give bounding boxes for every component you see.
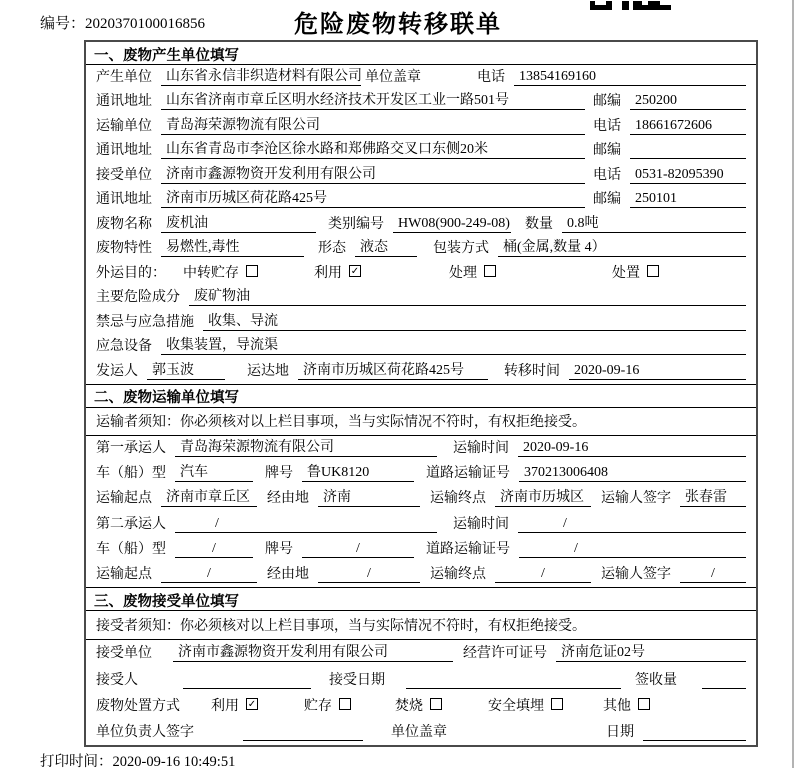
row-emergency-equipment: [86, 335, 756, 360]
waste-name-field: 废机油: [161, 212, 316, 233]
origin-label: 运输起点: [96, 567, 152, 583]
sign-qty-field: [702, 673, 746, 689]
carrier1-field: 青岛海荣源物流有限公司: [175, 436, 437, 457]
disposal-option-incinerate: [395, 695, 442, 715]
pack-field: 桶(金属,数量 4）: [498, 236, 746, 257]
unit-seal-label: 单位盖章: [391, 725, 447, 741]
purpose-option-treat: [449, 262, 496, 282]
row-vehicle2: [86, 537, 756, 562]
transporter-address-field: 山东省青岛市李沧区徐水路和郑佛路交叉口东侧20米: [161, 138, 585, 159]
sender-field: 郭玉波: [147, 359, 225, 380]
vehicle2-field: /: [175, 541, 253, 558]
option-label: 利用: [211, 698, 239, 714]
print-time-label: 打印时间：: [40, 754, 113, 770]
option-label: 焚烧: [395, 698, 423, 714]
permit-label: 道路运输证号: [426, 466, 510, 482]
section1-header: 一、废物产生单位填写: [86, 42, 756, 65]
address-label: 通讯地址: [96, 94, 152, 109]
option-label: 安全填埋: [488, 698, 544, 714]
trait-field: 易燃性,毒性: [161, 236, 304, 257]
via2-field: /: [318, 566, 420, 583]
section2-header: 二、废物运输单位填写: [86, 384, 756, 408]
permit-label: 道路运输证号: [426, 541, 510, 557]
receiver-field: 济南市鑫源物资开发利用有限公司: [161, 163, 585, 184]
phone-label: 电话: [593, 167, 621, 183]
unit-seal-label: 单位盖章: [365, 69, 421, 85]
taboo-label: 禁忌与应急措施: [96, 314, 194, 330]
row-leader-sign: [86, 719, 756, 745]
origin1-field: 济南市章丘区: [161, 486, 257, 507]
section3-notice: 接受者须知：你必须核对以上栏目事项，当与实际情况不符时，有权拒绝接受。: [86, 611, 756, 640]
checkbox-icon: [484, 265, 496, 277]
waste-name-label: 废物名称: [96, 216, 152, 232]
carrier-sign-label: 运输人签字: [601, 491, 671, 507]
row-carrier2: [86, 511, 756, 536]
origin-label: 运输起点: [96, 491, 152, 507]
row-hazard: [86, 286, 756, 311]
section2-notice: 运输者须知：你必须核对以上栏目事项，当与实际情况不符时，有权拒绝接受。: [86, 408, 756, 436]
end1-field: 济南市历城区: [495, 486, 591, 507]
qty-label: 数量: [525, 216, 553, 232]
receiver-zip-field: 250101: [630, 191, 746, 208]
row-purpose: [86, 261, 756, 286]
accept-unit-label: 接受单位: [96, 646, 152, 662]
option-label: 中转贮存: [183, 265, 239, 281]
accept-unit-field: 济南市鑫源物资开发利用有限公司: [173, 641, 453, 662]
carrier-sign1-field: 张春雷: [680, 486, 746, 507]
vehicle-label: 车（船）型: [96, 541, 166, 557]
page-title: 危险废物转移联单: [294, 12, 502, 38]
trait-label: 废物特性: [96, 241, 152, 256]
qty-field: 0.8吨: [562, 212, 746, 233]
plate1-field: 鲁UK8120: [302, 461, 414, 482]
leader-sign-field: [243, 725, 363, 741]
row-waste-trait: [86, 237, 756, 262]
option-label: 处置: [612, 265, 640, 281]
producer-address-field: 山东省济南市章丘区明水经济技术开发区工业一路501号: [161, 89, 585, 110]
qr-code-fragment-icon: [590, 0, 675, 16]
hazard-field: 废矿物油: [189, 285, 746, 306]
zip-label: 邮编: [593, 192, 621, 207]
taboo-field: 收集、导流: [203, 310, 746, 331]
end-label: 运输终点: [430, 567, 486, 583]
transport-time-label: 运输时间: [453, 440, 509, 456]
transporter-label: 运输单位: [96, 118, 152, 134]
zip-label: 邮编: [593, 94, 621, 109]
permit1-field: 370213006408: [519, 465, 746, 482]
via1-field: 济南: [318, 486, 420, 507]
checkbox-icon: [638, 698, 650, 710]
plate-label: 牌号: [265, 541, 293, 557]
sign-qty-label: 签收量: [635, 672, 677, 688]
origin2-field: /: [161, 566, 257, 583]
producer-label: 产生单位: [96, 69, 152, 85]
receiver-address-field: 济南市历城区荷花路425号: [161, 187, 585, 208]
accept-date-field: [406, 673, 621, 689]
doc-number-value: 2020370100016856: [85, 16, 206, 32]
transporter-phone-field: 18661672606: [630, 118, 746, 135]
print-time-value: 2020-09-16 10:49:51: [112, 754, 236, 770]
form-field: 液态: [355, 236, 417, 257]
producer-zip-field: 250200: [630, 93, 746, 110]
vehicle1-field: 汽车: [175, 461, 253, 482]
transport-time1-field: 2020-09-16: [518, 440, 746, 457]
transport-time2-field: /: [518, 516, 746, 533]
option-label: 利用: [314, 265, 342, 281]
purpose-option-dispose: [612, 262, 659, 282]
transfer-time-field: 2020-09-16: [569, 363, 746, 380]
carrier2-label: 第二承运人: [96, 516, 166, 532]
address-label: 通讯地址: [96, 143, 152, 158]
disposal-option-other: [603, 695, 650, 715]
category-label: 类别编号: [328, 216, 384, 232]
acceptor-field: [183, 673, 311, 689]
row-route1: [86, 486, 756, 511]
section3-header: 三、废物接受单位填写: [86, 587, 756, 611]
row-receiver: [86, 163, 756, 188]
producer-field: 山东省永信非织造材料有限公司: [161, 65, 361, 86]
end-label: 运输终点: [430, 491, 486, 507]
purpose-label: 外运目的：: [96, 265, 166, 281]
purpose-option-transfer-storage: [183, 262, 258, 282]
disposal-option-reuse: [211, 695, 258, 715]
row-accept-unit: [86, 640, 756, 666]
producer-phone-field: 13854169160: [514, 69, 746, 86]
equipment-label: 应急设备: [96, 339, 152, 354]
plate-label: 牌号: [265, 466, 293, 482]
receiver-phone-field: 0531-82095390: [630, 167, 746, 184]
page-edge-divider: [792, 0, 794, 768]
row-waste-name: [86, 212, 756, 237]
license-label: 经营许可证号: [463, 646, 547, 662]
checkbox-icon: [551, 698, 563, 710]
form-label: 形态: [318, 241, 346, 256]
vehicle-label: 车（船）型: [96, 466, 166, 482]
equipment-field: 收集装置，导流渠: [161, 334, 746, 355]
checkbox-icon: [430, 698, 442, 710]
via-label: 经由地: [267, 491, 309, 507]
row-receiver-address: [86, 188, 756, 213]
date-field: [643, 725, 746, 741]
disposal-option-storage: [304, 695, 351, 715]
row-carrier1: [86, 436, 756, 461]
permit2-field: /: [519, 541, 746, 558]
destination-label: 运达地: [247, 363, 289, 379]
via-label: 经由地: [267, 567, 309, 583]
carrier2-field: /: [175, 516, 437, 533]
destination-field: 济南市历城区荷花路425号: [298, 359, 488, 380]
purpose-option-reuse: [314, 262, 361, 282]
row-sender: [86, 359, 756, 384]
accept-date-label: 接受日期: [329, 672, 385, 688]
checkbox-checked-icon: ✓: [350, 266, 360, 277]
row-producer-address: [86, 90, 756, 115]
hazard-label: 主要危险成分: [96, 290, 180, 305]
pack-label: 包装方式: [433, 241, 489, 256]
disposal-option-landfill: [488, 695, 563, 715]
checkbox-icon: [246, 265, 258, 277]
row-transporter-address: [86, 139, 756, 164]
phone-label: 电话: [593, 118, 621, 134]
category-field: HW08(900-249-08): [393, 216, 511, 233]
doc-number-label: 编号：: [40, 16, 86, 32]
carrier-sign2-field: /: [680, 566, 746, 583]
checkbox-icon: [647, 265, 659, 277]
phone-label: 电话: [477, 69, 505, 85]
transporter-zip-field: [630, 143, 746, 159]
zip-label: 邮编: [593, 143, 621, 158]
checkbox-icon: [339, 698, 351, 710]
plate2-field: /: [302, 541, 414, 558]
acceptor-label: 接受人: [96, 672, 138, 688]
transporter-field: 青岛海荣源物流有限公司: [161, 114, 585, 135]
row-disposal: [86, 693, 756, 719]
row-producer: [86, 65, 756, 90]
option-label: 贮存: [304, 698, 332, 714]
date-label: 日期: [606, 725, 634, 741]
leader-sign-label: 单位负责人签字: [96, 725, 194, 741]
manifest-form: [84, 40, 758, 747]
checkbox-checked-icon: ✓: [247, 699, 257, 711]
carrier1-label: 第一承运人: [96, 440, 166, 456]
option-label: 其他: [603, 698, 631, 714]
address-label: 通讯地址: [96, 192, 152, 207]
license-field: 济南危证02号: [556, 641, 746, 662]
sender-label: 发运人: [96, 363, 138, 379]
end2-field: /: [495, 566, 591, 583]
row-vehicle1: [86, 461, 756, 486]
carrier-sign-label: 运输人签字: [601, 567, 671, 583]
transport-time-label: 运输时间: [453, 516, 509, 532]
row-transporter: [86, 114, 756, 139]
disposal-label: 废物处置方式: [96, 698, 180, 714]
receiver-label: 接受单位: [96, 167, 152, 183]
row-taboo: [86, 310, 756, 335]
option-label: 处理: [449, 265, 477, 281]
transfer-time-label: 转移时间: [504, 363, 560, 379]
row-route2: [86, 562, 756, 587]
row-acceptor: [86, 666, 756, 692]
